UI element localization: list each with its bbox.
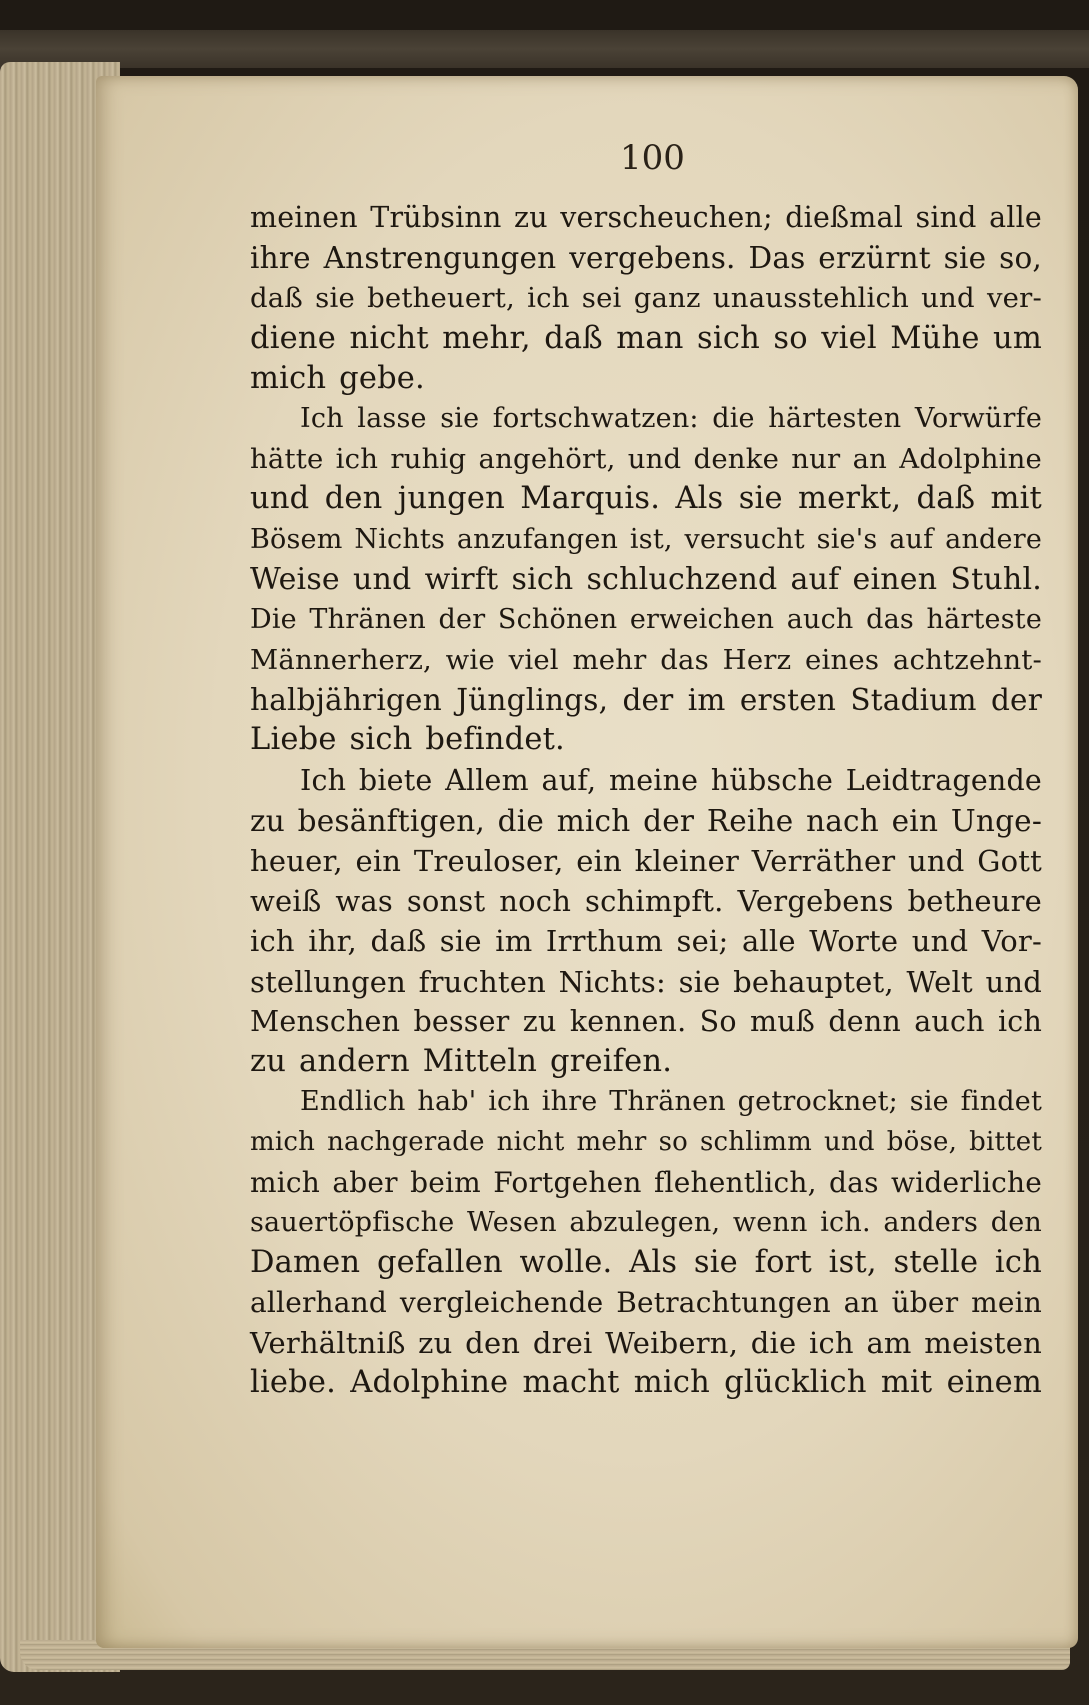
text-line: Ich lasse sie fortschwatzen: die härtesten Vorwürfe: [300, 402, 1042, 434]
page-number: 100: [620, 138, 685, 178]
text-line: meinen Trübsinn zu verscheuchen; dießmal sind alle: [250, 201, 1042, 234]
text-line: halbjährigen Jünglings, der im ersten Stadium der: [250, 683, 1042, 718]
text-line: Endlich hab' ich ihre Thränen getrocknet; sie findet: [300, 1086, 1042, 1118]
text-line: weiß was sonst noch schimpft. Vergebens betheure: [250, 884, 1042, 919]
body-text: [250, 198, 1042, 1404]
book-cover-edge: [0, 30, 1089, 68]
text-line: Ich biete Allem auf, meine hübsche Leidtragende: [300, 763, 1042, 797]
text-line: Männerherz, wie viel mehr das Herz eines achtzehnt-: [250, 644, 1042, 677]
text-line: Bösem Nichts anzufangen ist, versucht sie's auf andere: [250, 523, 1042, 555]
text-line: daß sie betheuert, ich sei ganz unausstehlich und ver-: [250, 282, 1042, 315]
text-line: Verhältniß zu den drei Weibern, die ich am meisten: [250, 1326, 1042, 1361]
text-line: mich aber beim Fortgehen flehentlich, das widerliche: [250, 1165, 1042, 1199]
text-line: mich gebe.: [250, 360, 425, 396]
text-line: zu andern Mitteln greifen.: [250, 1043, 673, 1079]
text-line: Liebe sich befindet.: [250, 722, 565, 758]
text-line: ihre Anstrengungen vergebens. Das erzürnt sie so,: [250, 241, 1042, 276]
text-line: Menschen besser zu kennen. So muß denn auch ich: [250, 1004, 1042, 1038]
text-line: hätte ich ruhig angehört, und denke nur an Adolphine: [250, 443, 1042, 476]
text-line: sauertöpfische Wesen abzulegen, wenn ich. anders den: [250, 1206, 1042, 1238]
text-line: zu besänftigen, die mich der Reihe nach ein Unge-: [250, 803, 1042, 838]
text-line: ich ihr, daß sie im Irrthum sei; alle Worte und Vor-: [250, 924, 1042, 959]
text-line: und den jungen Marquis. Als sie merkt, daß mit: [250, 481, 1042, 517]
text-line: diene nicht mehr, daß man sich so viel Mühe um: [250, 320, 1042, 356]
text-line: heuer, ein Treuloser, ein kleiner Verräther und Gott: [250, 844, 1042, 878]
text-line: stellungen fruchten Nichts: sie behauptet, Welt und: [250, 964, 1042, 999]
text-line: Damen gefallen wolle. Als sie fort ist, stelle ich: [250, 1244, 1042, 1280]
text-line: allerhand vergleichende Betrachtungen an über mein: [250, 1286, 1042, 1320]
text-line: Die Thränen der Schönen erweichen auch das härteste: [250, 603, 1042, 635]
text-line: mich nachgerade nicht mehr so schlimm und böse, bittet: [250, 1127, 1042, 1158]
text-line: liebe. Adolphine macht mich glücklich mit einem: [250, 1365, 1042, 1401]
text-line: Weise und wirft sich schluchzend auf einen Stuhl.: [250, 561, 1042, 597]
